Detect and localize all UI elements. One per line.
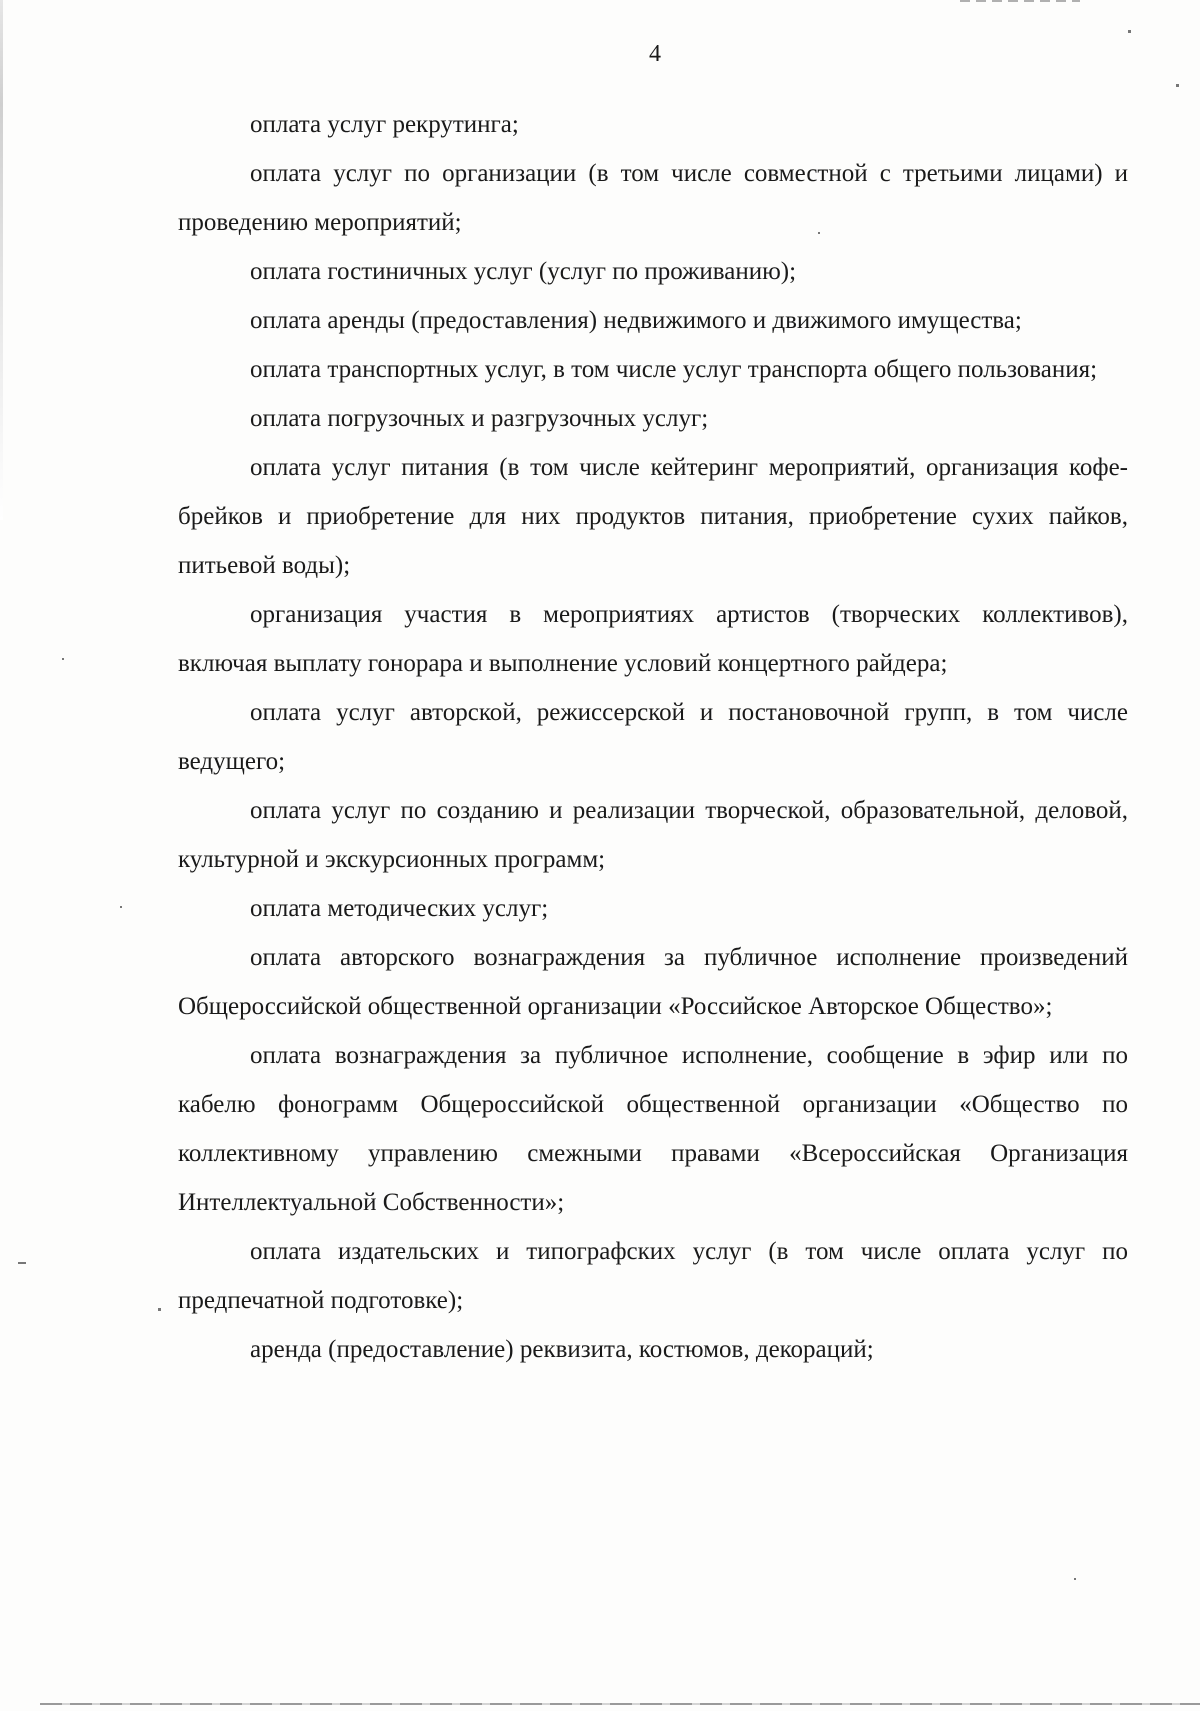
page-number: 4 bbox=[649, 41, 661, 67]
list-item: оплата гостиничных услуг (услуг по проживанию); bbox=[250, 258, 797, 285]
scan-speck bbox=[1128, 30, 1131, 33]
list-item: аренда (предоставление) реквизита, костюмов, декораций; bbox=[250, 1336, 874, 1363]
list-item: оплата вознаграждения за публичное исполнение, сообщение в эфир или по кабелю фонограмм Общероссийской общественной организации «Общество по коллективному управлению смежными правами «Всероссийская Организация Интеллектуальной Собственности»; bbox=[178, 1042, 1128, 1216]
list-item: оплата услуг по организации (в том числе совместной с третьими лицами) и проведению мероприятий; bbox=[178, 160, 1128, 236]
scan-left-edge bbox=[0, 0, 3, 520]
list-item: оплата аренды (предоставления) недвижимого и движимого имущества; bbox=[250, 307, 1022, 334]
list-item: оплата погрузочных и разгрузочных услуг; bbox=[250, 405, 709, 432]
list-item: оплата услуг питания (в том числе кейтеринг мероприятий, организация кофе-брейков и приобретение для них продуктов питания, приобретение сухих пайков, питьевой воды); bbox=[178, 454, 1128, 579]
list-item: оплата услуг авторской, режиссерской и постановочной групп, в том числе ведущего; bbox=[178, 699, 1128, 775]
list-item: оплата издательских и типографских услуг (в том числе оплата услуг по предпечатной подготовке); bbox=[178, 1238, 1128, 1314]
scan-bottom-edge bbox=[40, 1703, 1200, 1705]
document-body bbox=[178, 100, 1128, 1374]
list-item: оплата авторского вознаграждения за публичное исполнение произведений Общероссийской общественной организации «Российское Авторское Общество»; bbox=[178, 944, 1128, 1020]
scan-speck bbox=[18, 1262, 26, 1264]
list-item: оплата услуг по созданию и реализации творческой, образовательной, деловой, культурной и экскурсионных программ; bbox=[178, 797, 1128, 873]
scan-speck bbox=[1074, 1578, 1076, 1580]
list-item: организация участия в мероприятиях артистов (творческих коллективов), включая выплату гонорара и выполнение условий концертного райдера; bbox=[178, 601, 1128, 677]
list-item: оплата услуг рекрутинга; bbox=[250, 111, 519, 138]
scan-speck bbox=[120, 906, 122, 908]
scan-speck bbox=[1176, 84, 1179, 87]
scan-speck bbox=[158, 1308, 161, 1311]
list-item: оплата методических услуг; bbox=[250, 895, 549, 922]
scan-speck bbox=[62, 658, 64, 660]
list-item: оплата транспортных услуг, в том числе услуг транспорта общего пользования; bbox=[250, 356, 1098, 383]
scan-top-edge bbox=[960, 0, 1080, 2]
